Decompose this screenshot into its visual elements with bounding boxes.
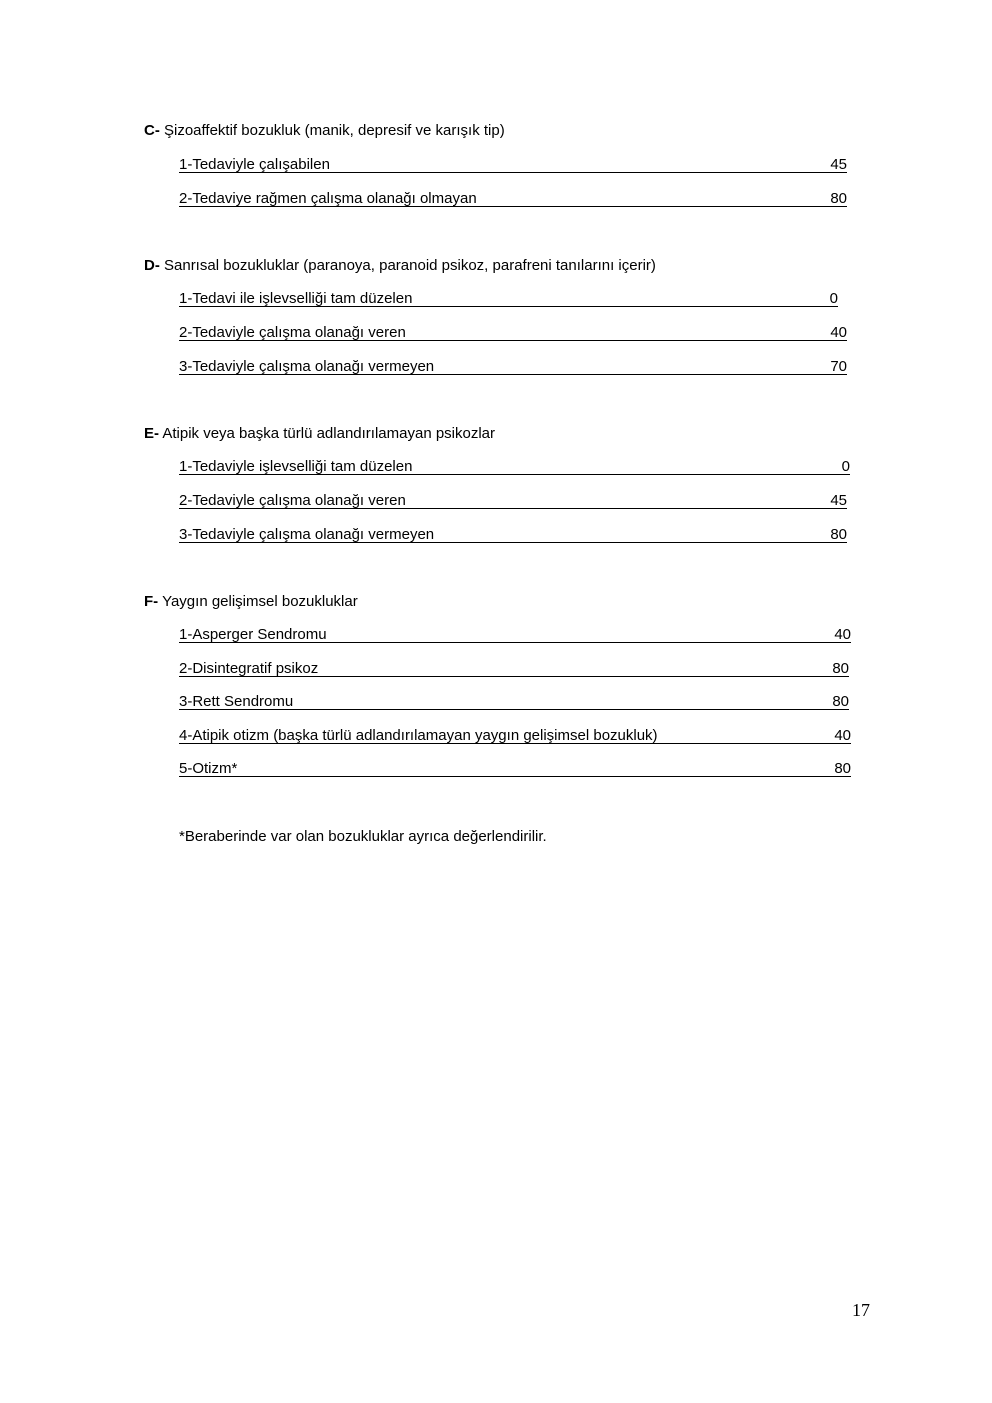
section-e-item-2 xyxy=(179,491,847,511)
item-label: 3-Tedaviyle çalışma olanağı vermeyen xyxy=(179,526,435,543)
section-c-item-1 xyxy=(179,155,847,175)
item-label: 5-Otizm* xyxy=(179,760,238,777)
item-label: 2-Tedaviye rağmen çalışma olanağı olmayan xyxy=(179,190,477,207)
item-value: 80 xyxy=(834,760,851,777)
item-value: 70 xyxy=(830,358,847,375)
section-c-letter: C- xyxy=(144,122,160,139)
section-c-title: Şizoaffektif bozukluk (manik, depresif ve karışık tip) xyxy=(164,122,505,139)
item-value: 45 xyxy=(830,492,847,509)
item-value: 40 xyxy=(834,626,851,643)
section-d-item-3 xyxy=(179,357,847,377)
page-number: 17 xyxy=(852,1300,870,1320)
section-d-item-2 xyxy=(179,323,847,343)
item-value: 80 xyxy=(830,190,847,207)
item-value: 45 xyxy=(830,156,847,173)
section-f-heading xyxy=(144,592,358,612)
section-d-item-1 xyxy=(179,289,838,309)
item-label: 4-Atipik otizm (başka türlü adlandırılamayan yaygın gelişimsel bozukluk) xyxy=(179,727,658,744)
item-value: 0 xyxy=(841,458,850,475)
item-label: 1-Tedavi ile işlevselliği tam düzelen xyxy=(179,290,413,307)
item-value: 80 xyxy=(832,693,849,710)
item-label: 1-Tedaviyle işlevselliği tam düzelen xyxy=(179,458,413,475)
section-e-item-1 xyxy=(179,457,850,477)
item-label: 3-Tedaviyle çalışma olanağı vermeyen xyxy=(179,358,435,375)
section-f-title: Yaygın gelişimsel bozukluklar xyxy=(162,593,358,610)
item-label: 3-Rett Sendromu xyxy=(179,693,294,710)
section-c-heading xyxy=(144,121,505,141)
section-d-letter: D- xyxy=(144,257,160,274)
section-d-heading xyxy=(144,256,656,276)
leader-line xyxy=(179,776,851,777)
item-label: 1-Tedaviyle çalışabilen xyxy=(179,156,330,173)
footnote: *Beraberinde var olan bozukluklar ayrıca değerlendirilir. xyxy=(179,828,547,845)
item-value: 80 xyxy=(830,526,847,543)
section-f-item-4 xyxy=(179,726,851,746)
item-value: 40 xyxy=(830,324,847,341)
item-value: 80 xyxy=(832,660,849,677)
item-label: 2-Tedaviyle çalışma olanağı veren xyxy=(179,492,406,509)
item-value: 40 xyxy=(834,727,851,744)
section-e-title: Atipik veya başka türlü adlandırılamayan psikozlar xyxy=(162,425,496,442)
section-f-letter: F- xyxy=(144,593,159,610)
section-f-item-1 xyxy=(179,625,851,645)
section-e-heading xyxy=(144,424,495,444)
section-e-letter: E- xyxy=(144,425,159,442)
item-label: 2-Tedaviyle çalışma olanağı veren xyxy=(179,324,406,341)
section-f-item-3 xyxy=(179,692,849,712)
item-label: 2-Disintegratif psikoz xyxy=(179,660,319,677)
section-f-item-5 xyxy=(179,759,851,779)
section-f-item-2 xyxy=(179,659,849,679)
item-value: 0 xyxy=(829,290,838,307)
section-e-item-3 xyxy=(179,525,847,545)
item-label: 1-Asperger Sendromu xyxy=(179,626,327,643)
section-d-title: Sanrısal bozukluklar (paranoya, paranoid psikoz, parafreni tanılarını içerir) xyxy=(164,257,656,274)
section-c-item-2 xyxy=(179,189,847,209)
